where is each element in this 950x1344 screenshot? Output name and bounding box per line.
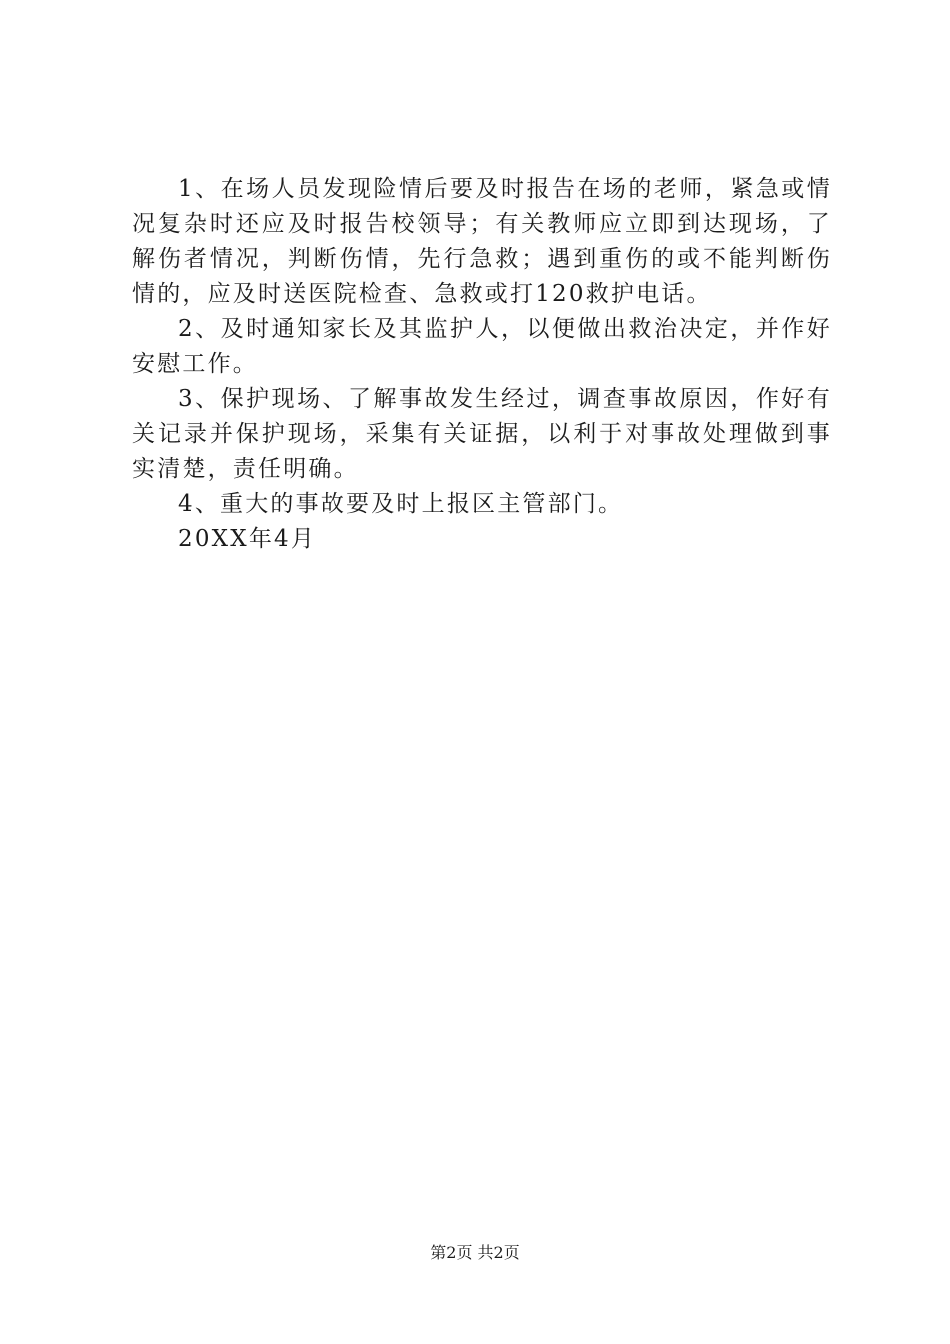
paragraph-report-department: 4、重大的事故要及时上报区主管部门。	[178, 491, 624, 517]
document-body	[132, 172, 832, 557]
paragraph-emergency-report: 1、在场人员发现险情后要及时报告在场的老师，紧急或情况复杂时还应及时报告校领导；有关教师应立即到达现场，了解伤者情况，判断伤情，先行急救；遇到重伤的或不能判断伤情的，应及时送医院检查、急救或打120救护电话。	[132, 176, 832, 307]
paragraph-notify-parents: 2、及时通知家长及其监护人，以便做出救治决定，并作好安慰工作。	[132, 316, 832, 377]
paragraph-protect-scene: 3、保护现场、了解事故发生经过，调查事故原因，作好有关记录并保护现场，采集有关证据，以利于对事故处理做到事实清楚，责任明确。	[132, 386, 832, 482]
page-number-footer: 第2页 共2页	[430, 1243, 520, 1262]
document-date: 20XX年4月	[178, 526, 317, 552]
